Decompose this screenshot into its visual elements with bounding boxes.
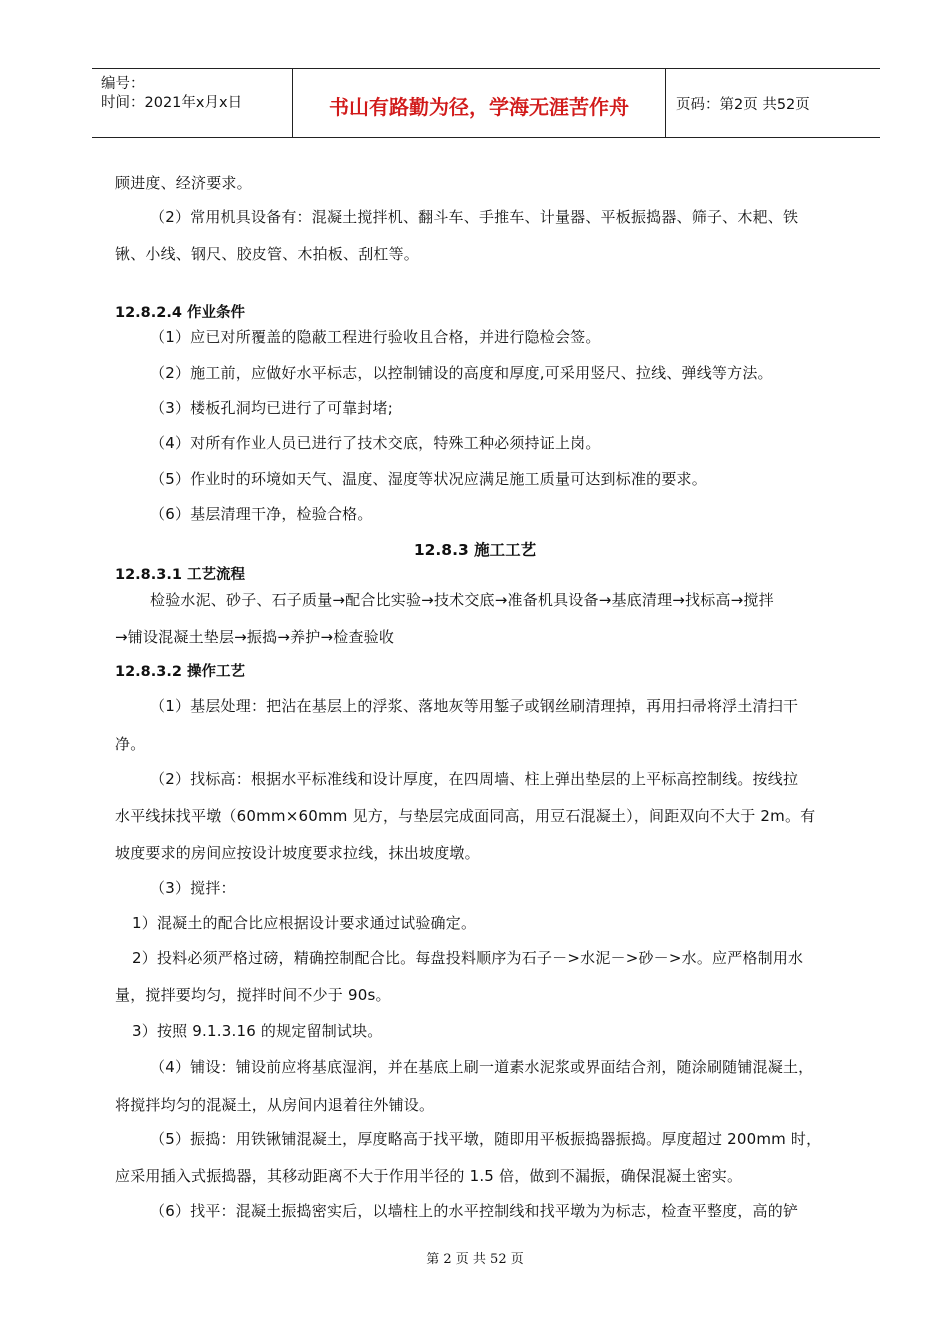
text-line: （2）找标高：根据水平标准线和设计厚度，在四周墙、柱上弹出垫层的上平标高控制线。按线拉 [150,770,799,788]
time-label: 时间：2021年x月x日 [101,95,243,111]
text-line: （6）找平：混凝土振捣密实后，以墙柱上的水平控制线和找平墩为为标志，检查平整度，高的铲 [150,1202,799,1220]
text-line: （1）基层处理：把沾在基层上的浮浆、落地灰等用錾子或钢丝刷清理掉，再用扫帚将浮土清扫干 [150,697,799,715]
text-line: （1）应已对所覆盖的隐蔽工程进行验收且合格，并进行隐检会签。 [150,328,601,346]
text-line: 顾进度、经济要求。 [115,174,252,192]
subsection-heading: 12.8.3.2 操作工艺 [115,664,246,680]
page-footer: 第 2 页 共 52 页 [426,1252,524,1267]
text-line: 量，搅拌要均匀，搅拌时间不少于 90s。 [115,986,391,1004]
header-page-cell [666,69,880,137]
text-line: （5）振捣：用铁锹铺混凝土，厚度略高于找平墩，随即用平板振捣器振捣。厚度超过 200mm 时， [150,1130,822,1148]
page-header [92,68,880,138]
text-line: （2）常用机具设备有：混凝土搅拌机、翻斗车、手推车、计量器、平板振捣器、筛子、木耙、铁 [150,208,799,226]
text-line: 检验水泥、砂子、石子质量→配合比实验→技术交底→准备机具设备→基底清理→找标高→搅拌 [150,591,774,609]
text-line: （5）作业时的环境如天气、温度、湿度等状况应满足施工质量可达到标准的要求。 [150,470,707,488]
subsection-heading: 12.8.3.1 工艺流程 [115,567,246,583]
text-line: （4）对所有作业人员已进行了技术交底，特殊工种必须持证上岗。 [150,434,601,452]
text-line: 1）混凝土的配合比应根据设计要求通过试验确定。 [132,914,477,932]
text-line: 2）投料必须严格过磅，精确控制配合比。每盘投料顺序为石子－>水泥－>砂－>水。应严格制用水 [132,949,804,967]
text-line: （3）楼板孔洞均已进行了可靠封堵; [150,399,393,417]
section-heading: 12.8.3 施工工艺 [413,541,537,559]
text-line: 锹、小线、钢尺、胶皮管、木拍板、刮杠等。 [115,245,420,263]
text-line: 净。 [115,735,146,753]
text-line: 坡度要求的房间应按设计坡度要求拉线，抹出坡度墩。 [115,844,480,862]
motto-text: 书山有路勤为径，学海无涯苦作舟 [329,95,629,119]
page-number-label: 页码：第2页 共52页 [676,97,810,113]
text-line: （3）搅拌： [150,879,236,897]
text-line: （2）施工前，应做好水平标志，以控制铺设的高度和厚度,可采用竖尺、拉线、弹线等方法。 [150,364,773,382]
text-line: 应采用插入式振捣器，其移动距离不大于作用半径的 1.5 倍，做到不漏振，确保混凝土密实。 [115,1167,743,1185]
serial-number-label: 编号： [101,76,145,92]
subsection-heading: 12.8.2.4 作业条件 [115,305,246,321]
text-line: （4）铺设：铺设前应将基底湿润，并在基底上刷一道素水泥浆或界面结合剂，随涂刷随铺混凝土， [150,1058,814,1076]
text-line: 3）按照 9.1.3.16 的规定留制试块。 [132,1022,383,1040]
header-motto-cell [293,69,666,137]
text-line: （6）基层清理干净，检验合格。 [150,505,373,523]
text-line: →铺设混凝土垫层→振捣→养护→检查验收 [115,628,395,646]
text-line: 水平线抹找平墩（60mm×60mm 见方，与垫层完成面同高，用豆石混凝土），间距双向不大于 2m。有 [115,807,816,825]
header-info-cell [92,69,293,137]
text-line: 将搅拌均匀的混凝土，从房间内退着往外铺设。 [115,1096,435,1114]
